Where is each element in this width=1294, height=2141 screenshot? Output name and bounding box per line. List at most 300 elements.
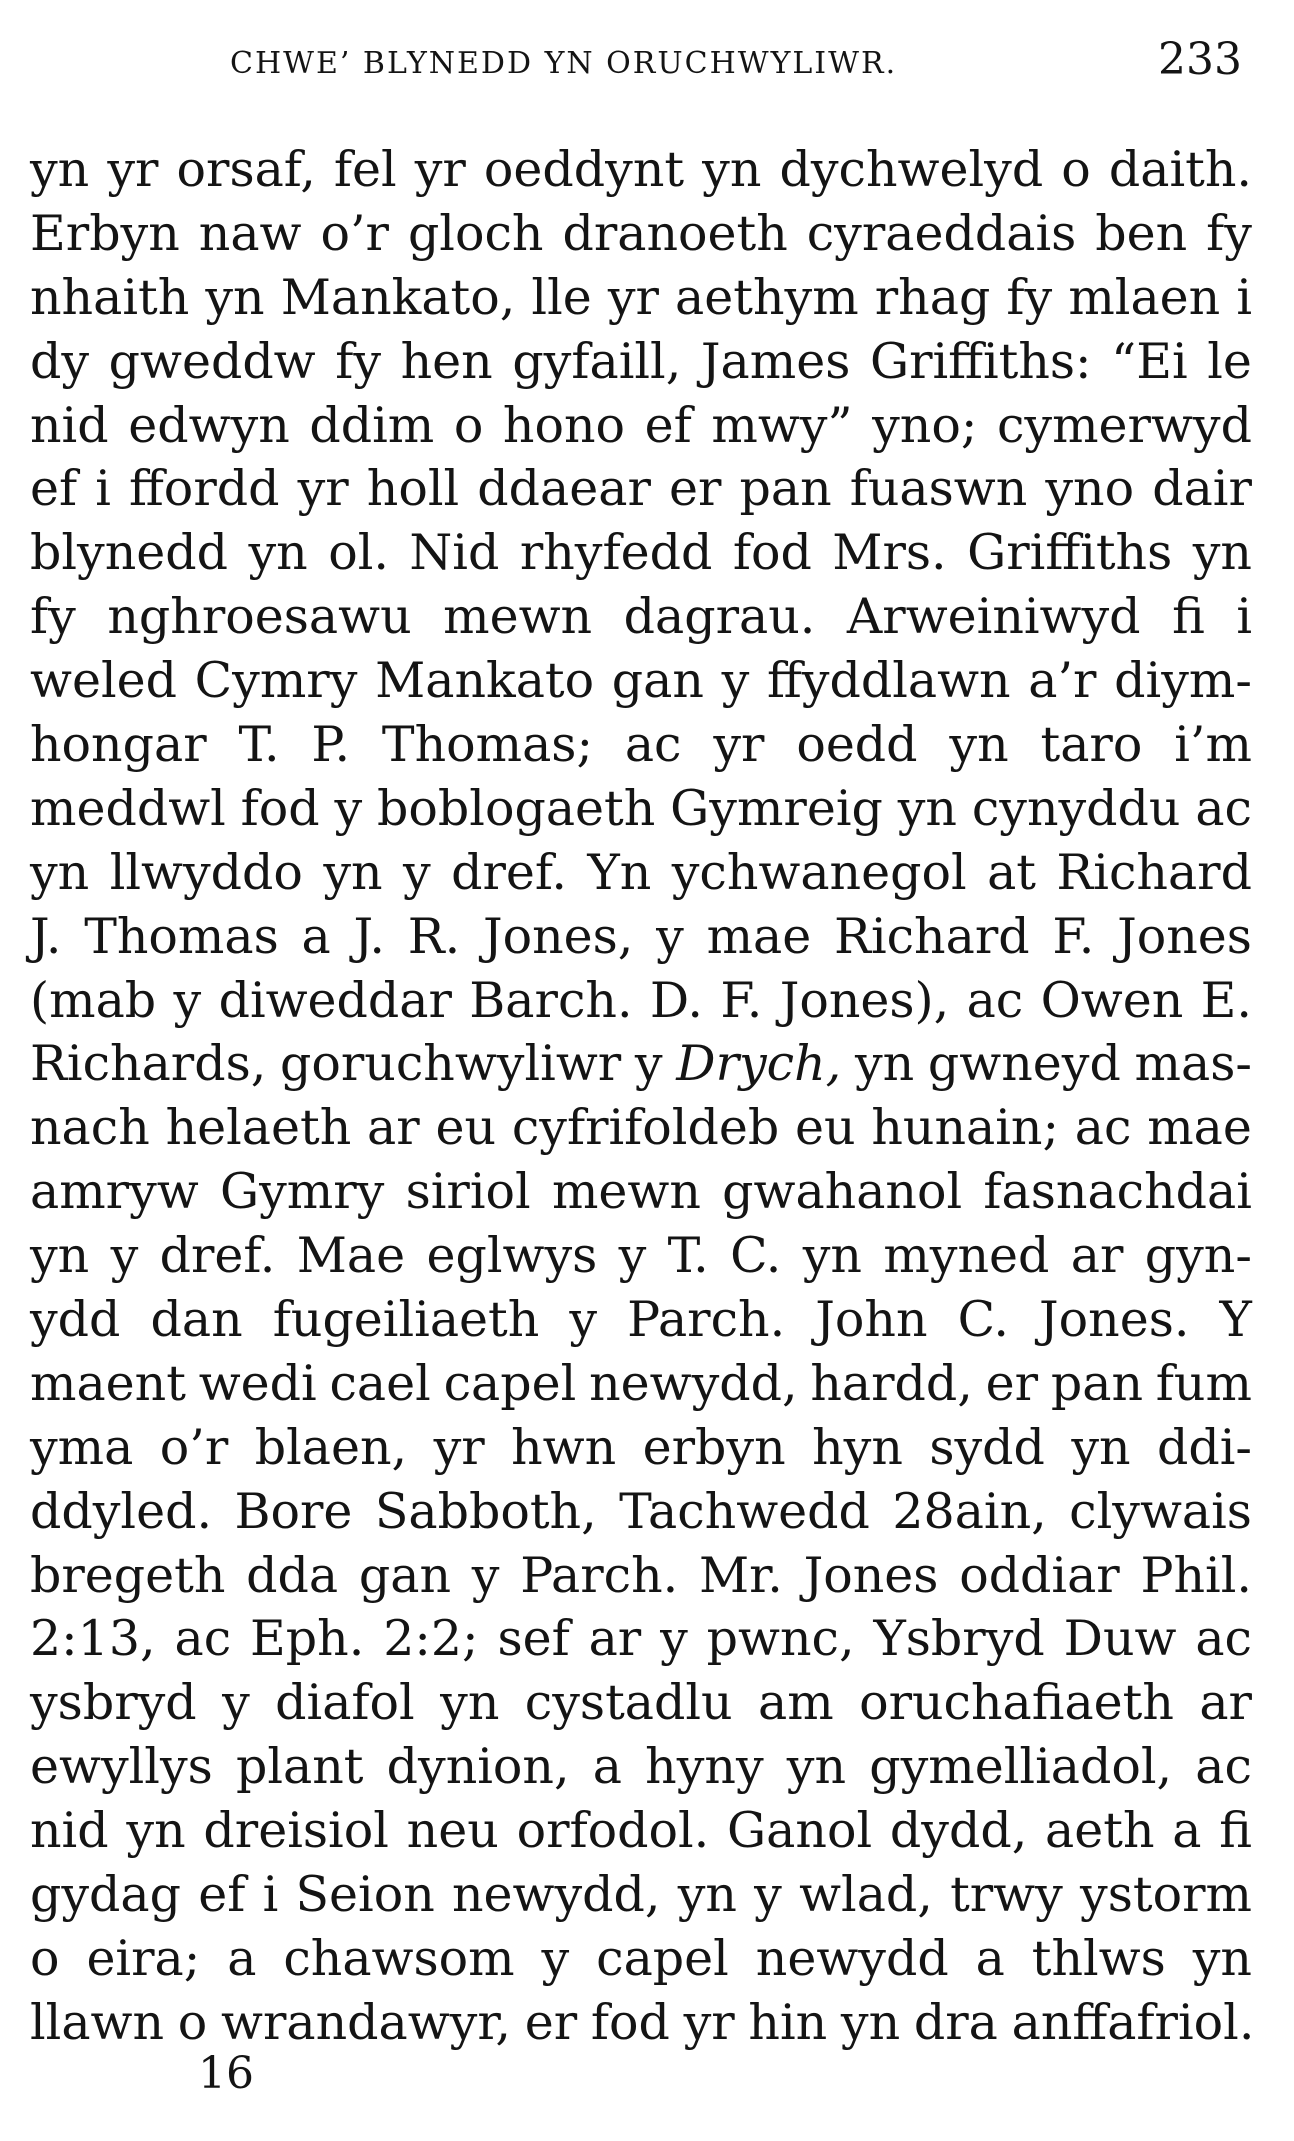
word: mae [706, 907, 812, 965]
word: yr [713, 716, 765, 774]
word: myned [883, 1227, 1050, 1285]
word: cynyddu [971, 779, 1181, 837]
word: taro [1040, 716, 1143, 774]
word: ewyllys [30, 1738, 213, 1796]
word: dra [913, 1993, 998, 2051]
word: fy [1006, 268, 1053, 326]
word: helaeth [165, 1099, 352, 1157]
word: Arweiniwyd [846, 588, 1141, 646]
word: yn [1192, 1929, 1252, 1987]
word: dref. [159, 1227, 276, 1285]
word: F. [720, 971, 763, 1029]
word: er [524, 1993, 578, 2051]
word: yn [897, 779, 957, 837]
word: “Ei [1111, 332, 1188, 390]
word: o’r [159, 1418, 229, 1476]
word: Drych, [676, 1035, 842, 1093]
word: T. [667, 1227, 709, 1285]
word: fod [732, 524, 812, 582]
word: cystadlu [524, 1674, 733, 1732]
word: Barch. [469, 971, 633, 1029]
word: fasnachdai [983, 1163, 1252, 1221]
running-title: CHWE’ BLYNEDD YN ORUCHWYLIWR. [230, 46, 898, 81]
word: nid [30, 396, 109, 454]
word: thlws [1031, 1929, 1166, 1987]
word: mlaen [1068, 268, 1221, 326]
word: orfodol. [516, 1802, 710, 1860]
word: cymerwyd [996, 396, 1252, 454]
word: J. [353, 907, 385, 965]
word: ar [367, 1099, 420, 1157]
word: yn [1071, 1418, 1131, 1476]
word: yn [802, 1227, 862, 1285]
word: cyraeddais [806, 204, 1077, 262]
word: yn [30, 141, 90, 198]
text-line [30, 1671, 1252, 1735]
word: ar [1070, 1227, 1124, 1285]
word: cyfrifoldeb [511, 1099, 780, 1157]
word: dydd, [889, 1802, 1028, 1860]
word: yr [107, 141, 159, 198]
text-line [30, 330, 1252, 394]
word: Owen [1040, 971, 1184, 1029]
word: ac [966, 971, 1024, 1029]
word: Thomas [84, 907, 279, 965]
word: ef [644, 396, 692, 454]
word: Ysbryd [873, 1610, 1045, 1668]
word: clywais [1069, 1482, 1252, 1540]
word: Richard [1056, 843, 1252, 901]
word: y [721, 652, 750, 710]
text-line [30, 713, 1252, 777]
word: yno; [872, 396, 978, 454]
word: diym- [1114, 652, 1252, 710]
word: 2:2; [383, 1610, 479, 1668]
word: dda [246, 1546, 339, 1604]
text-line [30, 266, 1252, 330]
word: hongar [30, 716, 207, 774]
text-line [30, 777, 1252, 841]
word: Jones, [482, 907, 634, 965]
word: Thomas; [381, 716, 593, 774]
word: hwn [511, 1418, 617, 1476]
word: ben [1095, 204, 1188, 262]
word: Richards, [30, 1035, 267, 1093]
word: goruchwyliwr [280, 1035, 622, 1093]
word: ysbryd [30, 1674, 197, 1732]
word: orsaf, [176, 141, 316, 198]
text-line [30, 1224, 1252, 1288]
running-head [0, 32, 1294, 102]
word: Mrs. [832, 524, 947, 582]
word: ddim [309, 396, 435, 454]
word: fy [30, 588, 76, 646]
word: yn [949, 716, 1009, 774]
word: y [754, 1866, 782, 1924]
text-line [30, 649, 1252, 713]
word: yno [1045, 460, 1135, 518]
text-line [30, 585, 1252, 649]
word: gwahanol [722, 1163, 963, 1221]
word: ar [588, 1610, 642, 1668]
word: nid [30, 1802, 109, 1860]
word: ydd [30, 1291, 121, 1349]
word: yma [30, 1418, 134, 1476]
word: chawsom [283, 1929, 515, 1987]
word: hardd, [810, 1354, 973, 1412]
word: mae [1147, 1099, 1252, 1157]
word: C. [730, 1227, 782, 1285]
word: yn [1192, 524, 1252, 582]
word: mewn [443, 588, 593, 646]
word: sydd [929, 1418, 1045, 1476]
word: siriol [405, 1163, 531, 1221]
word: Jones [803, 1546, 939, 1604]
word: y [569, 1291, 598, 1349]
word: holl [366, 460, 460, 518]
text-line [30, 1032, 1252, 1096]
word: neu [406, 1802, 499, 1860]
word: le [1207, 332, 1252, 390]
word: ystorm [1080, 1866, 1252, 1924]
text-line [30, 1927, 1252, 1991]
word: Mae [296, 1227, 406, 1285]
word: ac [1195, 779, 1252, 837]
word: ffordd [129, 460, 280, 518]
word: nach [30, 1099, 150, 1157]
word: Mr. [699, 1546, 783, 1604]
word: o [1061, 141, 1091, 198]
word: wedi [198, 1354, 317, 1412]
word: dref. [451, 843, 567, 901]
word: ddaear [477, 460, 651, 518]
text-line [30, 1544, 1252, 1608]
text-line [30, 1799, 1252, 1863]
word: pwnc, [706, 1610, 855, 1668]
word: oruchafiaeth [859, 1674, 1174, 1732]
word: James [700, 332, 851, 390]
word: gweddw [108, 332, 316, 390]
word: y [656, 907, 684, 965]
word: Parch. [520, 1546, 679, 1604]
word: i [262, 1866, 279, 1924]
word: mewn [551, 1163, 701, 1221]
word: yn [677, 1866, 737, 1924]
word: Phil. [1140, 1546, 1252, 1604]
word: yn [840, 1993, 901, 2051]
word: a [227, 1929, 257, 1987]
word: Sabboth, [374, 1482, 597, 1540]
word: yr [433, 1418, 485, 1476]
word: P. [311, 716, 351, 774]
word: eu [795, 1099, 856, 1157]
word: nhaith [30, 268, 190, 326]
word: gloch [407, 204, 544, 262]
word: newydd [755, 1929, 949, 1987]
word: meddwl [30, 779, 226, 837]
word: Jones [1117, 907, 1252, 965]
word: i [1236, 268, 1252, 326]
word: y [334, 779, 363, 837]
word: dranoeth [562, 204, 788, 262]
text-line [30, 1607, 1252, 1671]
text-line [30, 1991, 1255, 2055]
word: sef [497, 1610, 570, 1668]
word: Richard [834, 907, 1030, 965]
word: er [985, 1354, 1039, 1412]
word: erbyn [642, 1418, 786, 1476]
word: capel [596, 1929, 729, 1987]
word: oddiar [959, 1546, 1120, 1604]
word: gydag [30, 1866, 181, 1924]
word: blaen, [254, 1418, 408, 1476]
word: Nid [409, 524, 500, 582]
word: i [95, 460, 111, 518]
word: ef [198, 1866, 246, 1924]
word: pan [1050, 1354, 1143, 1412]
word: eira; [86, 1929, 201, 1987]
word: anffafriol. [1011, 1993, 1255, 2051]
word: er [668, 460, 722, 518]
word: fugeiliaeth [272, 1291, 540, 1349]
word: plant [235, 1738, 364, 1796]
text-line [30, 1735, 1252, 1799]
word: C. [957, 1291, 1009, 1349]
word: a’r [1028, 652, 1097, 710]
word: Gymreig [670, 779, 883, 837]
word: yn [248, 524, 308, 582]
word: diweddar [218, 971, 452, 1029]
word: Erbyn [30, 204, 180, 262]
word: Mankato, [280, 268, 516, 326]
word: o [453, 396, 484, 454]
word: fy [1206, 204, 1252, 262]
word: Ganol [727, 1802, 873, 1860]
word: diafol [275, 1674, 415, 1732]
word: yn [323, 843, 383, 901]
word: Gymry [219, 1163, 385, 1221]
word: yn [786, 1738, 847, 1796]
word: ffyddlawn [766, 652, 1011, 710]
word: fuaswn [849, 460, 1028, 518]
word: 28ain, [892, 1482, 1047, 1540]
word: eglwys [426, 1227, 598, 1285]
word: eu [435, 1099, 497, 1157]
word: ac [1195, 1738, 1252, 1796]
word: ef [30, 460, 78, 518]
word: fi [1172, 588, 1205, 646]
word: am [757, 1674, 834, 1732]
word: gyn- [1144, 1227, 1252, 1285]
word: dan [150, 1291, 243, 1349]
word: fy [335, 332, 382, 390]
word: a [592, 1738, 622, 1796]
word: yn [854, 1035, 915, 1093]
word: dynion, [386, 1738, 570, 1796]
word: i [1236, 588, 1252, 646]
word: y [110, 1227, 139, 1285]
text-line [30, 969, 1252, 1033]
text-line [30, 521, 1252, 585]
word: y [618, 1227, 647, 1285]
word: Jones. [1039, 1291, 1190, 1349]
word: amryw [30, 1163, 199, 1221]
word: fod [240, 779, 320, 837]
word: T. [238, 716, 280, 774]
word: ar [1199, 1674, 1252, 1732]
word: Griffiths: [869, 332, 1092, 390]
page-number: 233 [1158, 34, 1242, 85]
text-line [30, 394, 1252, 458]
word: y [471, 1546, 500, 1604]
word: Griffiths [967, 524, 1173, 582]
word: edwyn [128, 396, 290, 454]
word: rhyfedd [519, 524, 713, 582]
word: Tachwedd [619, 1482, 870, 1540]
word: yr [683, 1993, 735, 2051]
text-line [30, 1480, 1252, 1544]
word: y [222, 1674, 250, 1732]
word: yn [702, 141, 762, 198]
text-line [30, 841, 1252, 905]
word: fi [1219, 1802, 1252, 1860]
word: a [975, 1929, 1005, 1987]
word: newydd, [589, 1354, 798, 1412]
word: dy [30, 332, 90, 390]
text-line [30, 1288, 1252, 1352]
word: Yn [587, 843, 652, 901]
word: yn [30, 1227, 90, 1285]
word: dychwelyd [779, 141, 1044, 198]
text-line [30, 138, 1252, 202]
word: hunain; [871, 1099, 1059, 1157]
word: daith. [1108, 141, 1252, 198]
word: a [1172, 1802, 1202, 1860]
word: mwy” [711, 396, 853, 454]
word: hyny [645, 1738, 764, 1796]
word: oedd [796, 716, 918, 774]
word: ol. [328, 524, 389, 582]
word: y [173, 971, 202, 1029]
body-text [30, 138, 1255, 2055]
word: blynedd [30, 524, 229, 582]
word: hono [502, 396, 626, 454]
word: gan [358, 1546, 452, 1604]
word: cael [329, 1354, 431, 1412]
word: oeddynt [483, 141, 685, 198]
text-line [30, 457, 1252, 521]
word: D. [649, 971, 704, 1029]
word: Cymry [194, 652, 358, 710]
word: F. [1052, 907, 1095, 965]
word: boblogaeth [377, 779, 656, 837]
word: gymelliadol, [869, 1738, 1173, 1796]
word: o’r [320, 204, 389, 262]
word: Jones), [779, 971, 950, 1029]
word: nghroesawu [107, 588, 412, 646]
word: yn [440, 1674, 500, 1732]
word: hen [400, 332, 493, 390]
word: J. [30, 907, 62, 965]
word: bregeth [30, 1546, 226, 1604]
word: o [30, 1929, 60, 1987]
text-line [30, 1096, 1252, 1160]
word: E. [1200, 971, 1252, 1029]
word: gan [611, 652, 704, 710]
word: llawn [30, 1993, 165, 2051]
word: dreisiol [203, 1802, 389, 1860]
word: fel [333, 141, 397, 198]
word: rhag [874, 268, 991, 326]
word: aethym [675, 268, 859, 326]
text-line [30, 905, 1252, 969]
word: yn [30, 843, 90, 901]
word: gyfaill, [512, 332, 682, 390]
word: o [177, 1993, 208, 2051]
word: i’m [1174, 716, 1252, 774]
word: Y [1219, 1291, 1252, 1349]
word: mas- [1134, 1035, 1252, 1093]
word: yn [205, 268, 265, 326]
word: Bore [234, 1482, 353, 1540]
word: naw [198, 204, 302, 262]
signature-mark: 16 [198, 2048, 254, 2099]
word: lle [531, 268, 592, 326]
word: y [660, 1610, 688, 1668]
word: ac [174, 1610, 232, 1668]
word: hyn [812, 1418, 903, 1476]
word: yr [414, 141, 466, 198]
word: pan [739, 460, 832, 518]
word: wrandawyr, [221, 1993, 511, 2051]
text-line [30, 1416, 1252, 1480]
word: maent [30, 1354, 186, 1412]
word: dair [1152, 460, 1252, 518]
word: R. [407, 907, 461, 965]
word: ac [1195, 1610, 1252, 1668]
word: 2:13, [30, 1610, 156, 1668]
word: Eph. [250, 1610, 365, 1668]
word: y [403, 843, 431, 901]
word: newydd, [451, 1866, 661, 1924]
word: ychwanegol [671, 843, 967, 901]
word: Seion [295, 1866, 435, 1924]
word: gwneyd [927, 1035, 1121, 1093]
word: wlad, [799, 1866, 933, 1924]
word: ddyled. [30, 1482, 213, 1540]
word: ac [624, 716, 682, 774]
word: trwy [950, 1866, 1063, 1924]
word: capel [443, 1354, 577, 1412]
word: y [541, 1929, 570, 1987]
word: fum [1155, 1354, 1252, 1412]
word: aeth [1045, 1802, 1155, 1860]
word: ac [1074, 1099, 1132, 1157]
word: fod [590, 1993, 670, 2051]
word: John [815, 1291, 928, 1349]
word: (mab [30, 971, 157, 1029]
word: ddi- [1157, 1418, 1252, 1476]
word: hin [748, 1993, 828, 2051]
word: yn [126, 1802, 186, 1860]
word: Duw [1063, 1610, 1177, 1668]
word: weled [30, 652, 177, 710]
word: dagrau. [623, 588, 816, 646]
word: y [634, 1035, 663, 1093]
text-line [30, 1160, 1252, 1224]
text-line [30, 1863, 1252, 1927]
word: Parch. [627, 1291, 786, 1349]
